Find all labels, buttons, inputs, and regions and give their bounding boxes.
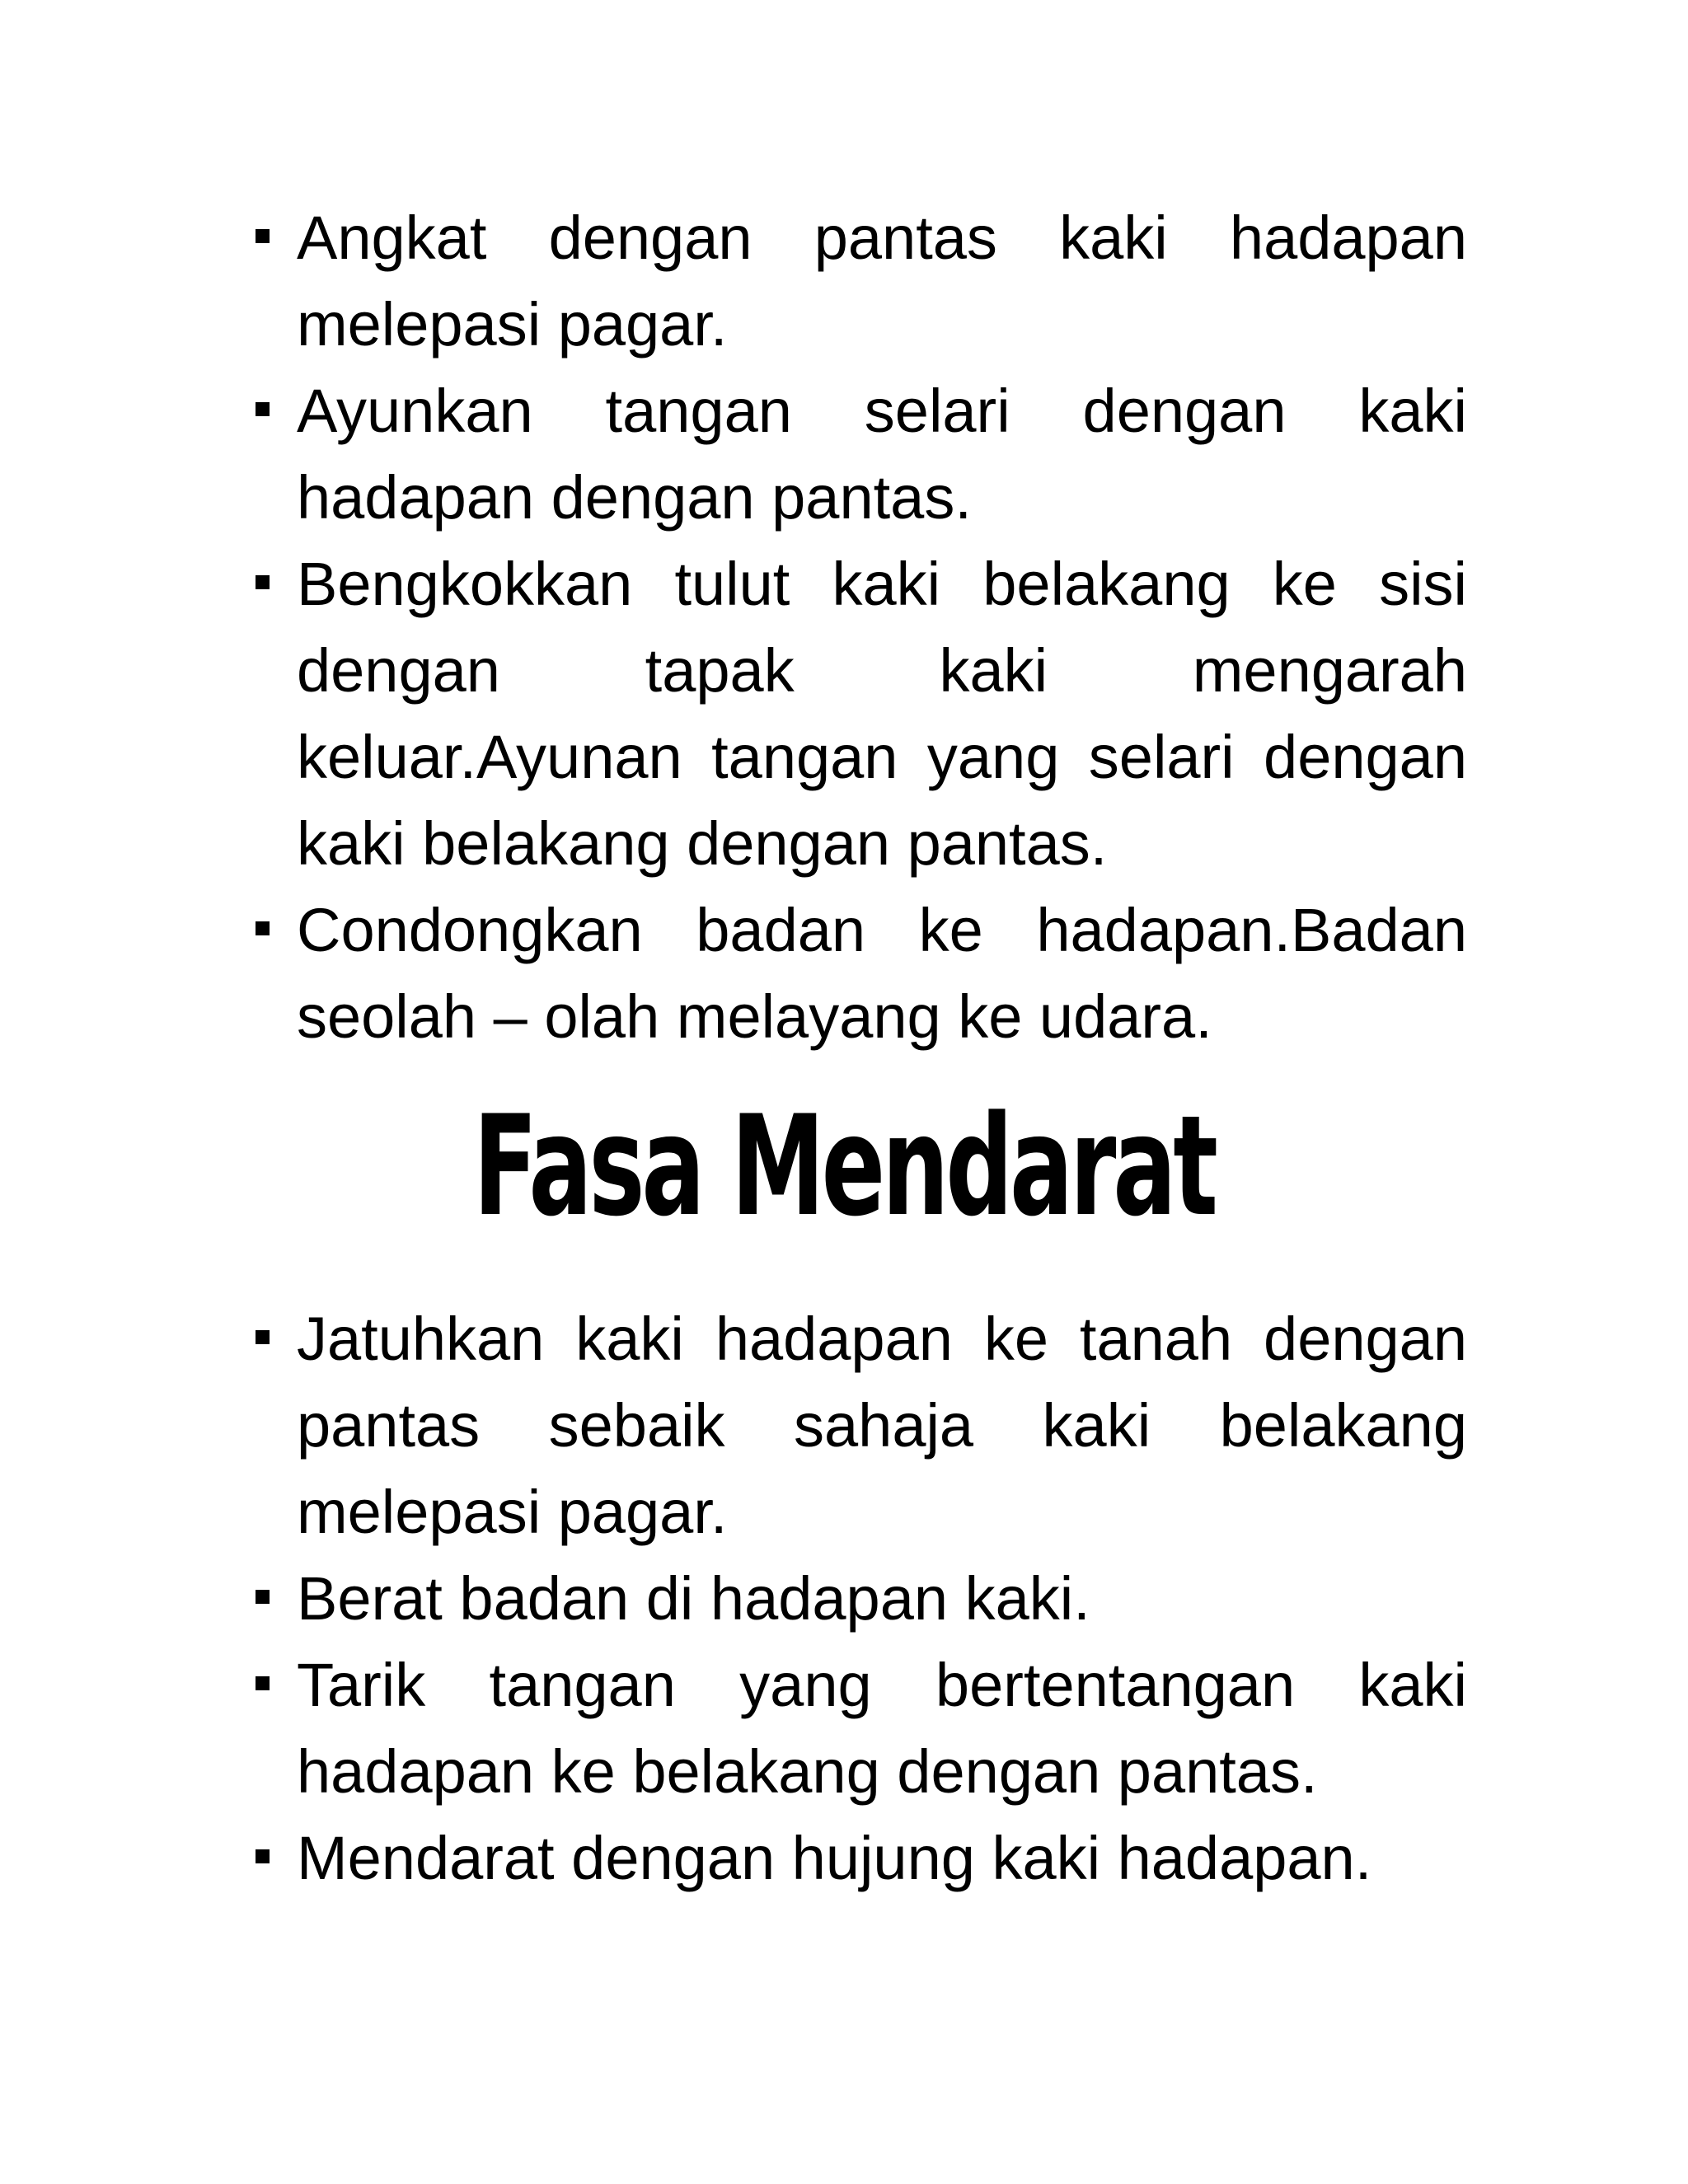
list-item-text: Jatuhkan kaki hadapan ke tanah dengan pantas sebaik sahaja kaki belakang melepasi pagar. xyxy=(297,1305,1467,1546)
list-item-text: Mendarat dengan hujung kaki hadapan. xyxy=(297,1824,1372,1892)
square-bullet-icon xyxy=(256,229,270,243)
bullet-list-mendarat xyxy=(246,1296,1467,1901)
square-bullet-icon xyxy=(256,1330,270,1344)
square-bullet-icon xyxy=(256,402,270,416)
bullet-list-lepasan xyxy=(246,194,1467,1060)
list-item xyxy=(246,1296,1467,1555)
list-item-text: Berat badan di hadapan kaki. xyxy=(297,1564,1090,1633)
list-item xyxy=(246,1815,1467,1901)
section-heading: Fasa Mendarat xyxy=(473,1085,1215,1247)
list-item-text: Tarik tangan yang bertentangan kaki hadapan ke belakang dengan pantas. xyxy=(297,1651,1467,1806)
list-item-text: Ayunkan tangan selari dengan kaki hadapan dengan pantas. xyxy=(297,377,1467,532)
square-bullet-icon xyxy=(256,1590,270,1604)
list-item xyxy=(246,1642,1467,1815)
list-item xyxy=(246,1555,1467,1642)
list-item xyxy=(246,887,1467,1060)
square-bullet-icon xyxy=(256,1676,270,1690)
square-bullet-icon xyxy=(256,575,270,589)
square-bullet-icon xyxy=(256,921,270,935)
list-item xyxy=(246,541,1467,887)
list-item-text: Angkat dengan pantas kaki hadapan melepasi pagar. xyxy=(297,204,1467,359)
list-item-text: Bengkokkan tulut kaki belakang ke sisi dengan tapak kaki mengarah keluar.Ayunan tangan yang selari dengan kaki belakang dengan pantas. xyxy=(297,550,1467,878)
list-item xyxy=(246,194,1467,368)
square-bullet-icon xyxy=(256,1849,270,1863)
list-item-text: Condongkan badan ke hadapan.Badan seolah – olah melayang ke udara. xyxy=(297,896,1467,1051)
list-item xyxy=(246,368,1467,541)
